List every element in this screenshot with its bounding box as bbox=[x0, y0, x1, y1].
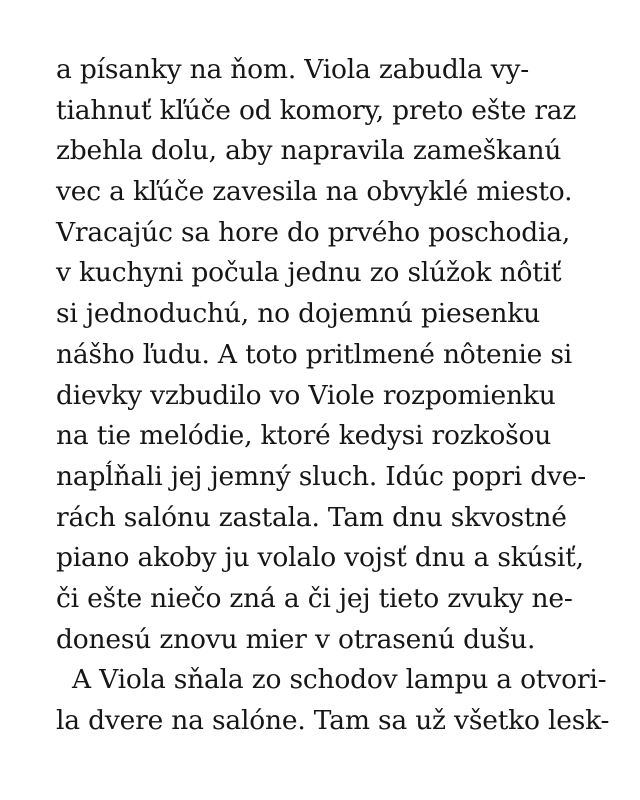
text-line: rách salónu zastala. Tam dnu skvostné bbox=[56, 501, 567, 533]
text-line: Vracajúc sa hore do prvého poschodia, bbox=[56, 216, 571, 248]
text-line: vec a kľúče zavesila na obvyklé miesto. bbox=[56, 176, 573, 208]
text-line: la dvere na salóne. Tam sa už všetko lesk- bbox=[56, 705, 610, 736]
text-line: v kuchyni počula jednu zo slúžok nôtiť bbox=[56, 257, 562, 289]
text-line: a písanky na ňom. Viola zabudla vy- bbox=[56, 54, 530, 85]
text-line: si jednoduchú, no dojemnú piesenku bbox=[56, 298, 540, 330]
body-text bbox=[56, 50, 616, 742]
text-line: dievky vzbudilo vo Viole rozpomienku bbox=[56, 379, 556, 411]
text-line: na tie melódie, ktoré kedysi rozkošou bbox=[56, 420, 552, 452]
text-line: či ešte niečo zná a či jej tieto zvuky ne- bbox=[56, 582, 573, 614]
paragraph-start-line: A Viola sňala zo schodov lampu a otvori- bbox=[72, 664, 607, 696]
text-line: tiahnuť kľúče od komory, preto ešte raz bbox=[56, 94, 577, 126]
text-line: donesú znovu mier v otrasenú dušu. bbox=[56, 623, 536, 655]
text-line: zbehla dolu, aby napravila zameškanú bbox=[56, 135, 562, 167]
text-line: nášho ľudu. A toto pritlmené nôtenie si bbox=[56, 338, 573, 370]
text-line: napĺňali jej jemný sluch. Idúc popri dve- bbox=[56, 460, 587, 492]
text-line: piano akoby ju volalo vojsť dnu a skúsiť, bbox=[56, 542, 584, 574]
